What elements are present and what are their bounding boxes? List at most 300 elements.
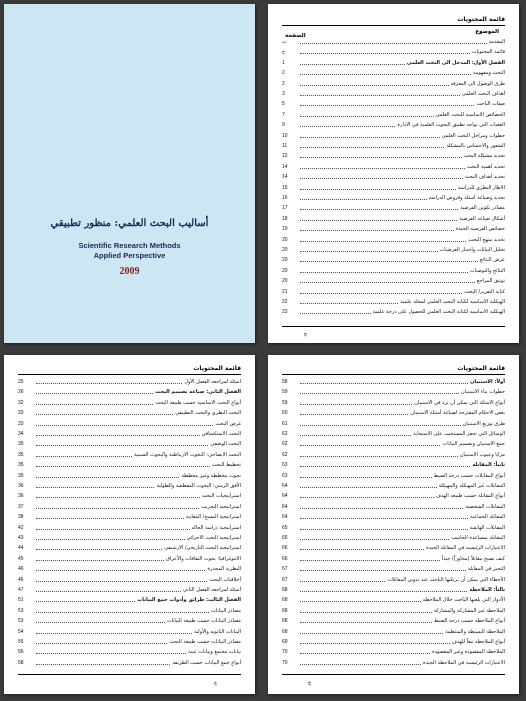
toc-entry [282, 172, 505, 180]
toc-entry-page: 14 [282, 174, 288, 181]
dot-leader [36, 629, 192, 634]
toc-entry-page: 60 [282, 410, 288, 417]
toc-entry-page: 66 [282, 545, 288, 552]
toc-entry-page: 18 [282, 215, 288, 222]
toc-entry-page: 17 [282, 205, 288, 212]
dot-leader [300, 545, 424, 550]
toc-entry [282, 235, 505, 243]
toc-entry-title: العقبات التي تواجه تطبيق البحوث العلمية في الادارة [397, 122, 505, 129]
toc-entry-page: 68 [282, 607, 288, 614]
toc-entry [282, 68, 505, 76]
dot-leader [300, 483, 437, 488]
toc-entry-title: خطوات ومراحل البحث العلمي [441, 132, 505, 139]
dot-leader [300, 587, 467, 592]
header-rule [18, 374, 241, 375]
toc-entry [282, 110, 505, 118]
toc-page-3 [268, 355, 519, 694]
toc-entry [282, 131, 505, 139]
toc-entry [282, 502, 505, 510]
dot-leader [300, 639, 450, 644]
toc-entry-page: 68 [282, 587, 288, 593]
toc-entry [18, 575, 241, 583]
toc-entry-page: 12 [282, 153, 288, 160]
dot-leader [36, 400, 153, 405]
toc-entry-title: أهداف البحث العلمي [462, 91, 505, 97]
dot-leader [300, 473, 432, 478]
toc-entry-title: استراتيجية التجريب [201, 503, 241, 510]
dot-leader [36, 389, 153, 394]
toc-entry [18, 627, 241, 635]
toc-entry [282, 637, 505, 645]
toc-entry-title: خصائص الفرضية الجيدة [455, 226, 505, 233]
toc-entry-title: تحديد منهج البحث [468, 236, 505, 243]
toc-entry-page: 20 [282, 236, 288, 243]
dot-leader [36, 525, 190, 530]
toc-entry-page: 21 [282, 288, 288, 295]
dot-leader [300, 133, 440, 138]
toc-entry-page: 66 [282, 555, 288, 562]
toc-entry-page: 47 [18, 587, 24, 593]
dot-leader [300, 379, 468, 384]
toc-entry [282, 99, 505, 107]
toc-entry-page: 51 [18, 597, 24, 604]
toc-entry-page: 63 [282, 462, 288, 469]
page-number: ج [304, 331, 308, 337]
toc-entry-page: 37 [18, 503, 24, 510]
toc-entry [282, 141, 505, 149]
toc-entry [282, 255, 505, 263]
dot-leader [36, 618, 165, 623]
cover-year: 2009 [119, 266, 140, 277]
toc-entry-title: بيانات مجتمع وبيانات عينة [188, 649, 241, 656]
toc-entry-title: أشكال صياغة الفرضية [459, 215, 505, 222]
toc-entry-page: 43 [18, 535, 24, 541]
toc-entry-title: بعض الاحكام المقترحة لصياغة أسئلة الاستبيان [410, 410, 505, 417]
toc-entry-title: المقابلات الهاتفية [469, 524, 505, 531]
toc-entry [18, 481, 241, 489]
toc-entry-page: 55 [18, 639, 24, 645]
toc-entry-title: المقابلات غير المهيكلة والمهيكلة [438, 483, 505, 489]
toc-entry-title: الاطار النظري للدراسة [457, 184, 505, 191]
toc-entry [282, 276, 505, 284]
toc-entry-page: 65 [282, 524, 288, 531]
toc-entry-page: 42 [18, 524, 24, 531]
dot-leader [300, 247, 438, 252]
toc-entry-title: البحث ومفهومه [472, 70, 505, 77]
dot-leader [300, 608, 432, 613]
toc-entry [18, 554, 241, 562]
toc-entry-title: البيانات الثانوية والأولية [193, 628, 241, 635]
toc-entry [18, 533, 241, 541]
dot-leader [300, 112, 434, 117]
toc-entry [282, 162, 505, 170]
dot-leader [36, 483, 154, 488]
toc-entry-page: 69 [282, 639, 288, 645]
toc-entry [18, 398, 241, 406]
toc-entry-title: الأدوار التي يلعبها الباحث خلال الملاحظة [422, 597, 505, 604]
toc-entry-title: الوسائل التي تحفز المستجيب على الاستجابة [413, 431, 505, 437]
dot-leader [300, 452, 458, 457]
toc-entry-title: مصادر البيانات حسب طبيعة البحث [169, 639, 241, 645]
toc-entry [282, 203, 505, 211]
toc-entry-title: توثيق المراجع [476, 278, 505, 285]
dot-leader [300, 164, 465, 169]
toc-entry-page: 59 [282, 399, 288, 406]
toc-entry-title: خطوات بناء الاستبيان [461, 389, 505, 396]
toc-entry-page: 67 [282, 576, 288, 583]
toc-entry-page: 62 [282, 431, 288, 437]
toc-entry [18, 439, 241, 447]
toc-entry [282, 554, 505, 562]
toc-entry-page: 53 [18, 618, 24, 625]
toc-entry-page: 22 [282, 299, 288, 305]
toc-entry-page: 10 [282, 132, 288, 139]
dot-leader [300, 618, 432, 623]
toc-entry [282, 47, 505, 55]
toc-entry-page: 11 [282, 143, 288, 149]
toc-entry-title: مزايا وعيوب الاستبيان [459, 451, 505, 458]
toc-entry-page: 20 [282, 278, 288, 285]
dot-leader [300, 122, 395, 127]
dot-leader [300, 514, 468, 519]
dot-leader [300, 268, 468, 273]
dot-leader [36, 649, 186, 654]
dot-leader [300, 299, 398, 304]
dot-leader [300, 462, 470, 467]
toc-entry-title: أنواع المقابلة حسب طبيعة الهدف [435, 493, 505, 500]
toc-entry [18, 543, 241, 551]
toc-entry-title: أسئلة لمراجعة الفصل الثاني [182, 587, 241, 593]
toc-entry-page: ج [282, 49, 286, 56]
toc-entry [18, 502, 241, 510]
toc-entry-page: 70 [282, 659, 288, 666]
toc-entry-page: 64 [282, 514, 288, 521]
toc-entry-page: 35 [18, 462, 24, 469]
dot-leader [300, 289, 462, 294]
cover-arabic-title: أساليب البحث العلمي: منظور تطبيقي [50, 218, 209, 229]
toc-entry [282, 606, 505, 614]
dot-leader [300, 216, 457, 221]
dot-leader [36, 608, 209, 613]
toc-entry-title: عرض النتائج [479, 257, 505, 264]
toc-entry-title: أنواع جمع البيانات حسب الطريقة [172, 659, 241, 666]
toc-entry [282, 151, 505, 159]
toc-entry [282, 460, 505, 468]
toc-entry [282, 58, 505, 66]
toc-entry-title: النتائج والتوصيات [469, 267, 505, 274]
toc-entry [282, 297, 505, 305]
toc-entry-title: كيف تصبح مقابلاً (محاوراً) جيداً [441, 555, 505, 562]
toc-entry-page: 59 [282, 389, 288, 396]
toc-entry-page: 36 [18, 493, 24, 500]
dot-leader [36, 577, 207, 582]
toc-entry-title: تحديد أهمية البحث [466, 163, 505, 170]
dot-leader [36, 504, 199, 509]
dot-leader [300, 400, 412, 405]
toc-entry [282, 533, 505, 541]
toc-entry-page: 23 [282, 309, 288, 316]
column-page-heading: الصفحة [285, 33, 306, 39]
dot-leader [300, 70, 471, 75]
toc-entry-title: تحليل البيانات واختبار الفرضيات [439, 247, 505, 253]
toc-entry [18, 658, 241, 666]
toc-entry [282, 37, 505, 45]
toc-entry-title: أنواع الملاحظة تبعاً للهدف [451, 639, 505, 645]
dot-leader [300, 81, 449, 86]
dot-leader [36, 452, 132, 457]
toc-entry-page: 32 [18, 399, 24, 406]
toc-entry-title: الفصل الثاني: صياغة تصميم البحث [155, 389, 241, 396]
toc-entry-page: 34 [18, 431, 24, 437]
column-topic-heading: الموضوع [475, 29, 499, 35]
toc-entry-page: 5 [282, 101, 285, 108]
toc-entry-page: 36 [18, 483, 24, 489]
dot-leader [36, 545, 162, 550]
toc-entry [282, 481, 505, 489]
toc-entry [282, 616, 505, 624]
toc-entry-title: مصادر البيانات [211, 607, 241, 614]
dot-leader [300, 49, 470, 54]
toc-entry-page: 63 [282, 472, 288, 479]
toc-entry-page: 58 [18, 659, 24, 666]
toc-entry [18, 491, 241, 499]
cover-page [4, 4, 255, 343]
dot-leader [300, 237, 466, 242]
toc-entry [282, 585, 505, 593]
dot-leader [300, 421, 461, 426]
toc-entry-title: أنواع الاسئلة التي يمكن أن ترد في الاستبيان [414, 399, 505, 406]
toc-entry-title: ثانياً: المقابلة [472, 462, 505, 469]
toc-entry [18, 471, 241, 479]
toc-entry-title: الأخطاء التي يمكن أن يرتكبها الباحث عند تدوين المقابلات [387, 576, 505, 583]
footer-rule [282, 326, 505, 327]
toc-entry-page: 53 [18, 607, 24, 614]
dot-leader [300, 504, 463, 509]
dot-leader [300, 39, 487, 44]
toc-entry-title: الهيكلية الاساسية لكتابة البحث العلمي للحصول على درجة علمية [372, 309, 505, 316]
toc-entry-title: طرق الوصول الى المعرفة [450, 80, 505, 87]
toc-entry-title: بحوث مخططة وغير مخططة [181, 472, 241, 479]
footer-rule [282, 674, 505, 675]
dot-leader [300, 174, 463, 179]
toc-entry [18, 606, 241, 614]
toc-entry [18, 419, 241, 427]
toc-entry-title: كتابة التقرير/ البحث [464, 288, 505, 295]
toc-entry [282, 647, 505, 655]
toc-entry [282, 307, 505, 315]
dot-leader [300, 153, 462, 158]
toc-entry-title: المقابلات الشخصية [465, 503, 505, 510]
toc-entry [18, 637, 241, 645]
toc-entry [282, 89, 505, 97]
toc-entry-page: 26 [18, 389, 24, 396]
toc-entry-page: 54 [18, 628, 24, 635]
dot-leader [300, 441, 440, 446]
dot-leader [36, 379, 182, 384]
toc-entry [282, 387, 505, 395]
toc-entry-page: 46 [18, 576, 24, 583]
toc-entry [18, 387, 241, 395]
toc-entry [18, 564, 241, 572]
toc-entry-page: 20 [282, 267, 288, 274]
toc-entry-title: استراتيجيات البحث [201, 493, 241, 500]
dot-leader [36, 410, 173, 415]
page-number: خ [308, 680, 312, 686]
toc-entry-page: 20 [282, 247, 288, 253]
toc-entry [282, 398, 505, 406]
toc-entry-title: أولاً: الاستبيان [470, 379, 505, 385]
toc-entry-page: 9 [282, 122, 285, 129]
toc-entry-page: ث [282, 39, 287, 45]
toc-entry [282, 419, 505, 427]
toc-entry-title: استراتيجية المسح/ المعاينة [185, 514, 241, 521]
toc-entry-page: 64 [282, 503, 288, 510]
toc-entry-title: قائمة المحتويات [471, 49, 505, 56]
toc-entry-title: استراتيجية دراسة الحالة [191, 524, 241, 531]
dot-leader [36, 421, 213, 426]
cover-english-title-line2: Applied Perspective [93, 251, 166, 260]
dot-leader [36, 639, 167, 644]
toc-entry [282, 224, 505, 232]
toc-entry [18, 595, 241, 603]
toc-entry-title: مصادر تكوين الفرضية [460, 205, 505, 212]
dot-leader [300, 143, 444, 148]
dot-leader [36, 473, 179, 478]
toc-entry-page: 58 [282, 379, 288, 385]
toc-entry-title: أنواع الملاحظة حسب درجة الضبط [433, 618, 505, 625]
toc-entry-page: 68 [282, 597, 288, 604]
toc-entry-page: 1 [282, 59, 285, 66]
toc-entry-title: الاثنوغرافيا: بحوث الثقافات والأعراق [165, 555, 241, 562]
toc-entry-title: البحث النظري والبحث التطبيقي [175, 410, 241, 417]
dot-leader [36, 535, 185, 540]
dot-leader [300, 278, 475, 283]
toc-entry-page: 44 [18, 545, 24, 552]
toc-entry-title: التحيز في المقابلة [467, 566, 505, 573]
dot-leader [300, 556, 440, 561]
toc-entry-page: 3 [282, 91, 285, 97]
page-number: ح [214, 680, 218, 686]
toc-entry [18, 460, 241, 468]
toc-entry-title: تحديد وصياغة أسئلة وفروض الدراسة [428, 195, 505, 201]
toc-entry-title: استراتيجية البحث الاجرائي [186, 535, 241, 541]
toc-page-2 [4, 355, 255, 694]
toc-entry-page: 35 [18, 451, 24, 458]
toc-entry [282, 429, 505, 437]
dot-leader [300, 597, 421, 602]
toc-entry [282, 245, 505, 253]
dot-leader [300, 566, 466, 571]
toc-entry [282, 79, 505, 87]
dot-leader [300, 205, 458, 210]
dot-leader [300, 60, 405, 65]
toc-entry-page: 68 [282, 618, 288, 625]
dot-leader [36, 462, 210, 467]
toc-entry-title: ثالثاً: الملاحظة [469, 587, 505, 593]
dot-leader [300, 91, 460, 96]
toc-entry-page: 61 [282, 420, 288, 427]
toc-entry-title: الهيكلية الاساسية لكتابة البحث العلمي لمجلة علمية [400, 299, 505, 305]
dot-leader [300, 535, 449, 540]
toc-entry [282, 183, 505, 191]
dot-leader [36, 587, 181, 592]
toc-entry-title: غرض البحث [215, 420, 241, 427]
dot-leader [300, 257, 478, 262]
toc-entry-page: 33 [18, 410, 24, 417]
toc-entry [18, 429, 241, 437]
toc-entry-page: 62 [282, 441, 288, 448]
toc-entry-title: أنواع البحث الاساسية حسب طبيعة البحث [155, 399, 241, 406]
toc-entry-page: 65 [282, 535, 288, 541]
header-rule [282, 374, 505, 375]
toc-entry-title: طرق توزيع الاستبيان [462, 420, 505, 427]
dot-leader [36, 493, 200, 498]
toc-entry-page: 38 [18, 514, 24, 521]
toc-entry [282, 287, 505, 295]
dot-leader [300, 185, 456, 190]
toc-entry-page: 62 [282, 451, 288, 458]
toc-entry-page: 2 [282, 70, 285, 77]
toc-entry [18, 585, 241, 593]
toc-entry-page: 19 [282, 226, 288, 233]
footer-rule [18, 674, 241, 675]
header-rule [282, 25, 505, 26]
toc-entry-title: مصادر البيانات حسب طبيعة البيانات [166, 618, 241, 625]
dot-leader [300, 577, 385, 582]
toc-entry-title: النظرية المجذرة [207, 566, 241, 573]
toc-entry [18, 377, 241, 385]
dot-leader [300, 525, 468, 530]
toc-entry [282, 658, 505, 666]
toc-entry [282, 564, 505, 572]
dot-leader [300, 226, 454, 231]
toc-entry-title: اسئلة لمراجعة الفصل الأول [184, 379, 241, 385]
dot-leader [36, 431, 200, 436]
toc-entry-title: الخصائص الاساسية للبحث العلمي [435, 111, 505, 118]
toc-entry-page: 67 [282, 566, 288, 573]
toc-entry-page: 45 [18, 555, 24, 562]
toc-entry [282, 491, 505, 499]
dot-leader [300, 101, 474, 106]
toc-entry-title: أنواع المقابلات حسب درجة الضبط [433, 472, 505, 479]
toc-entry [18, 647, 241, 655]
toc-entry-page: 68 [282, 628, 288, 635]
dot-leader [300, 195, 427, 200]
toc-entry-title: جمع الاستبيان وتصميم البيانات [442, 441, 505, 448]
toc-entry-page: 70 [282, 649, 288, 656]
toc-entry-title: الاعتبارات الرئيسية في الملاحظة الجيدة [423, 659, 505, 666]
toc-entry [282, 512, 505, 520]
toc-entry-page: 16 [282, 195, 288, 201]
toc-entry-title: الملاحظة غير المشاركة والمشاركة [433, 607, 505, 614]
toc-entry-title: المقدمة [488, 39, 505, 45]
toc-entry-title: الاعتبارات الرئيسية في المقابلة الجيدة [426, 545, 505, 552]
toc-entry [18, 408, 241, 416]
toc-entry-page: 35 [18, 441, 24, 448]
toc-entry-title: تخطيط البحث [211, 462, 241, 469]
toc-entry-page: 56 [18, 649, 24, 656]
toc-entry-title: المقابلة بمساعدة الحاسب [450, 535, 505, 541]
toc-entry [18, 523, 241, 531]
dot-leader [36, 441, 208, 446]
toc-entry [18, 512, 241, 520]
toc-entry [282, 523, 505, 531]
toc-entry [282, 450, 505, 458]
toc-entry-title: البحث الوصفي [210, 441, 241, 448]
toc-entry-title: البحث الاستكشافي [201, 431, 241, 437]
dot-leader [36, 514, 184, 519]
toc-entry-title: استراتيجية البحث التاريخي/ الارشيفي [164, 545, 241, 552]
